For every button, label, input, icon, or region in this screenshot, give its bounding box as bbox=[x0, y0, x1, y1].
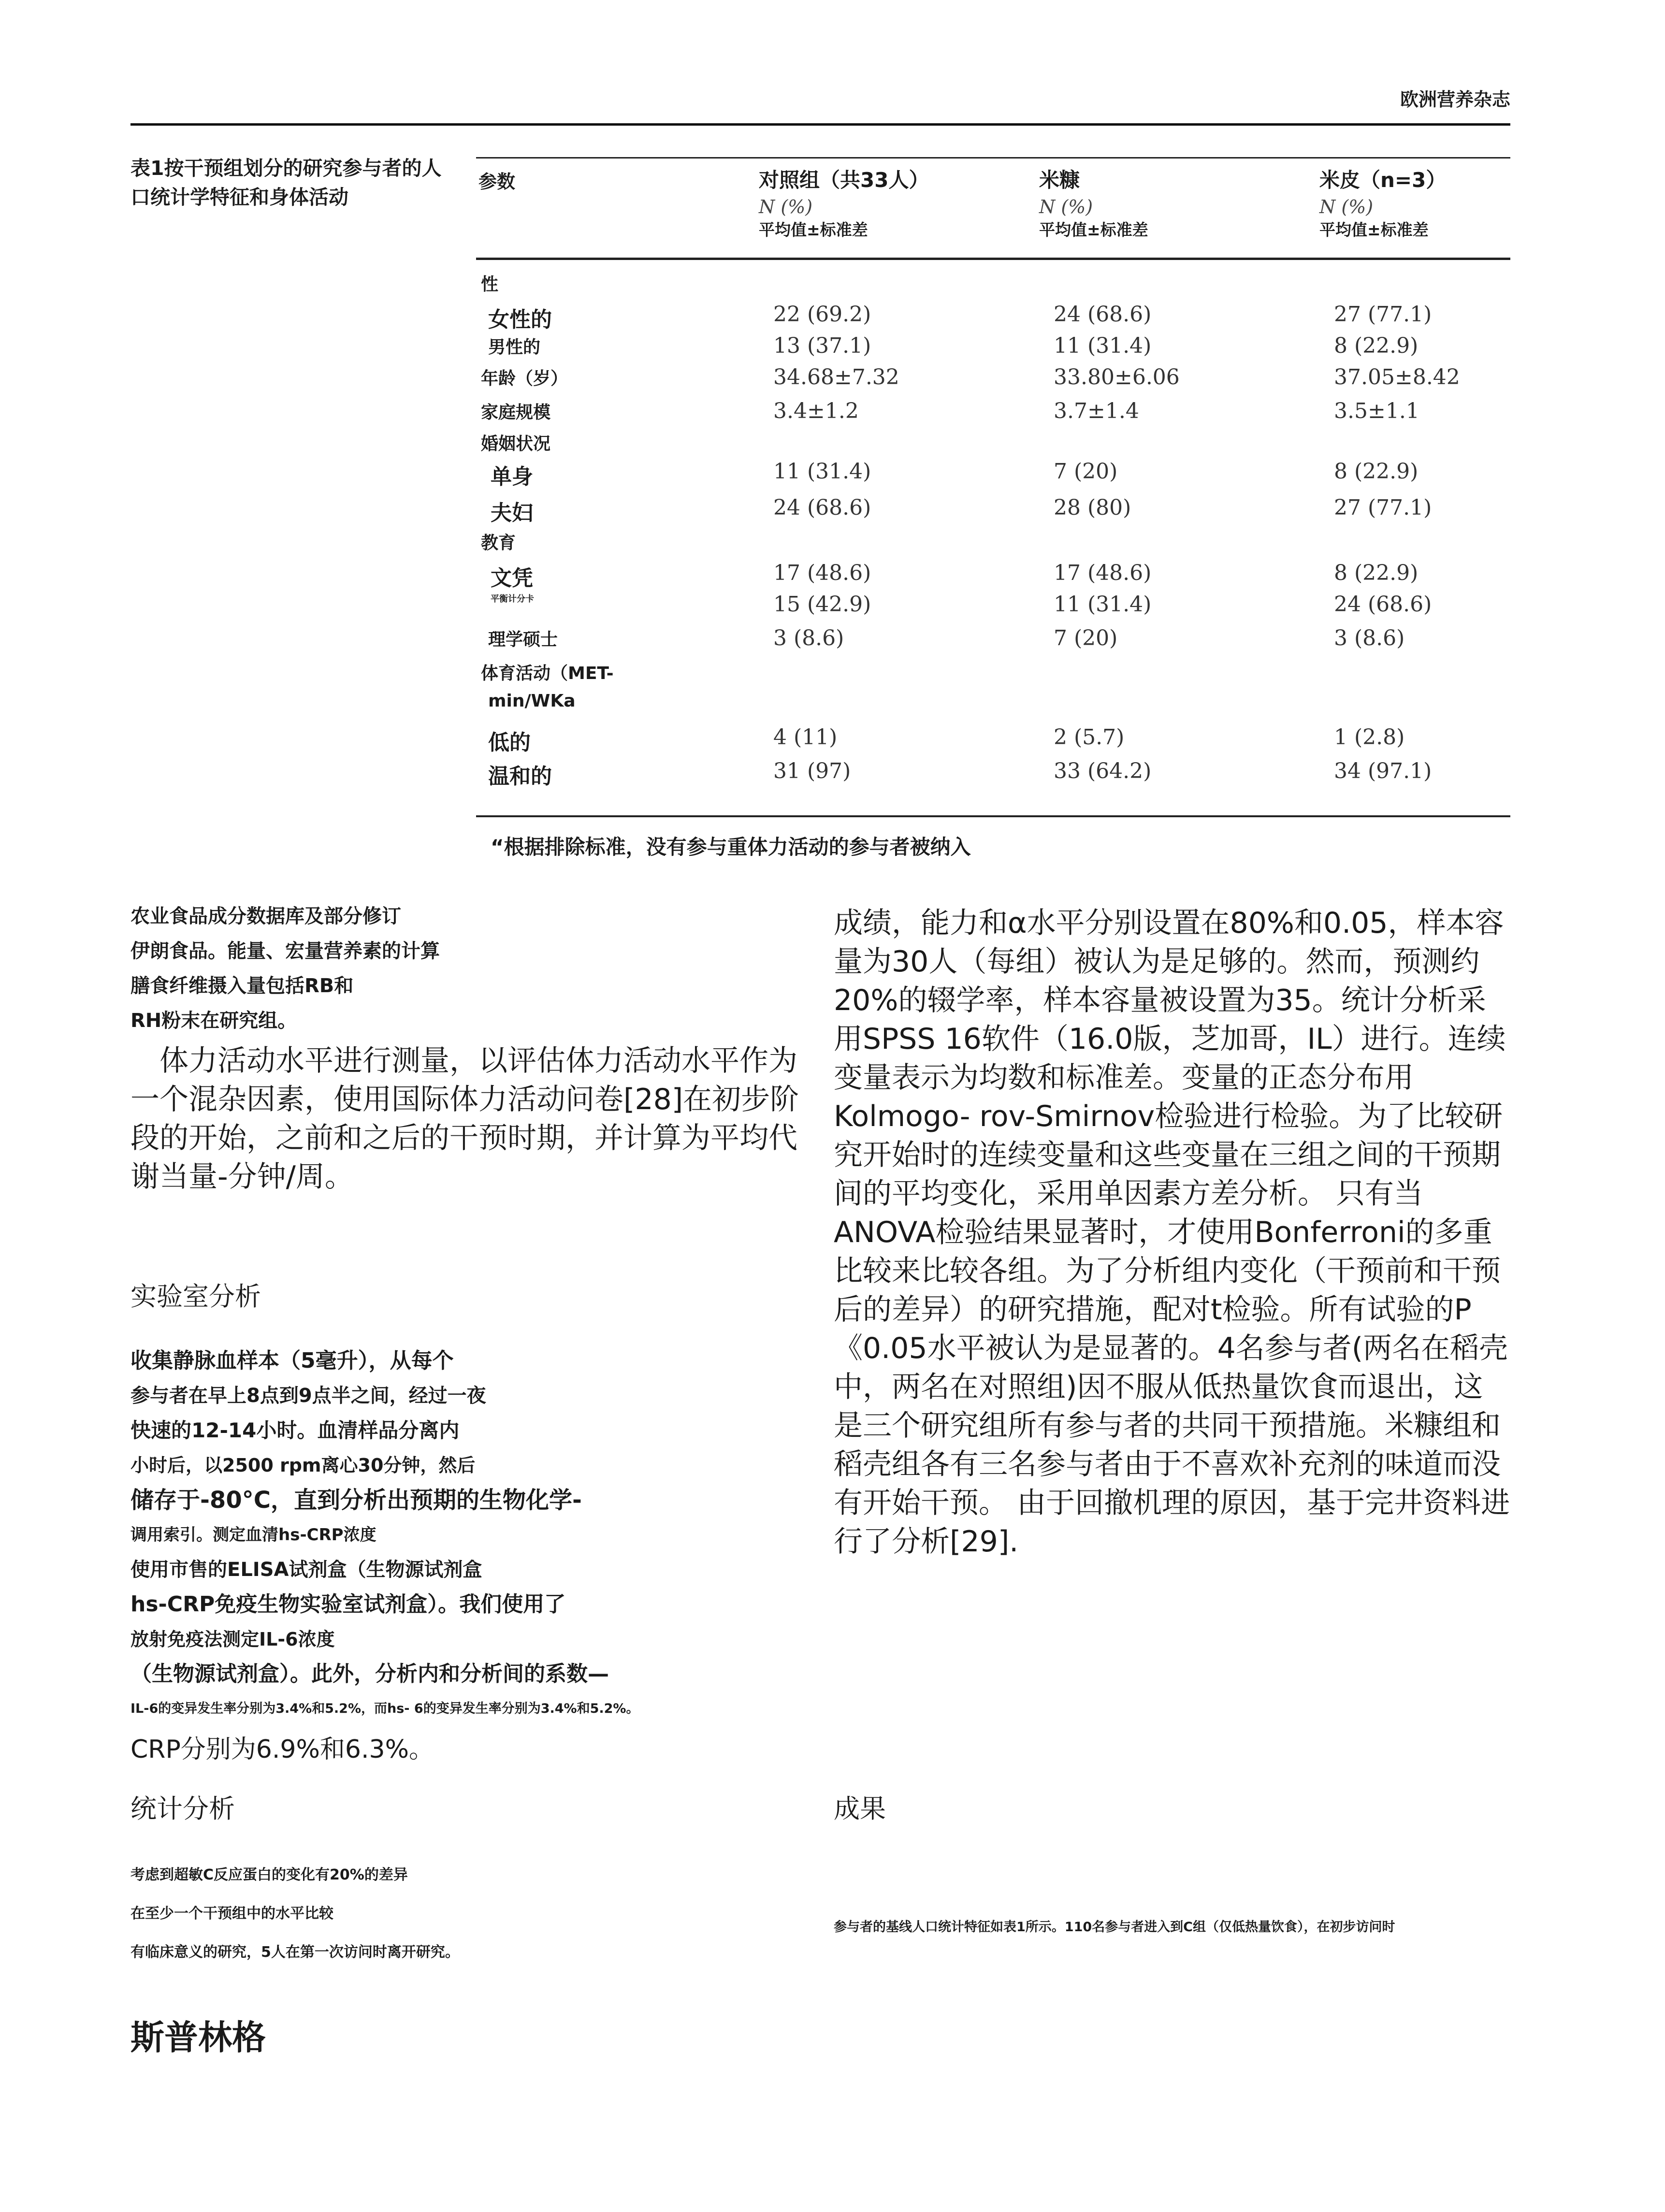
table-row bbox=[476, 333, 1510, 368]
row-label: 婚姻状况 bbox=[481, 434, 551, 454]
cell-value: 24 (68.6) bbox=[1054, 302, 1152, 327]
activity-paragraph: 体力活动水平进行测量，以评估体力活动水平作为一个混杂因素，使用国际体力活动问卷[28]在初步阶段的开始，之前和之后的干预时期，并计算为平均代谢当量-分钟/周。 bbox=[130, 1044, 799, 1194]
cell-value: 13 (37.1) bbox=[773, 333, 871, 358]
text-line: 在至少一个干预组中的水平比较 bbox=[130, 1905, 333, 1922]
cell-value: 7 (20) bbox=[1054, 459, 1118, 484]
cell-value: 8 (22.9) bbox=[1334, 561, 1419, 585]
text-line: 有临床意义的研究，5人在第一次访问时离开研究。 bbox=[130, 1944, 460, 1961]
cell-value: 3.4±1.2 bbox=[773, 399, 859, 423]
cell-value: 11 (31.4) bbox=[1054, 333, 1152, 358]
text-line: 农业食品成分数据库及部分修订 bbox=[130, 905, 401, 927]
row-label: 文凭 bbox=[491, 566, 533, 591]
cell-value: 22 (69.2) bbox=[773, 302, 871, 327]
row-label: 女性的 bbox=[488, 307, 552, 332]
text-line: 考虑到超敏C反应蛋白的变化有20%的差异 bbox=[130, 1866, 408, 1883]
table-row bbox=[476, 302, 1510, 337]
table-row bbox=[476, 691, 1510, 726]
text-line: 快速的12-14小时。血清样品分离内 bbox=[130, 1418, 460, 1442]
table-row bbox=[476, 592, 1510, 627]
cell-value: 3.7±1.4 bbox=[1054, 399, 1139, 423]
row-label: 温和的 bbox=[488, 764, 552, 789]
row-label: 低的 bbox=[488, 730, 531, 755]
row-label: 性 bbox=[481, 275, 499, 294]
row-label: 男性的 bbox=[488, 337, 541, 357]
cell-value: 8 (22.9) bbox=[1334, 333, 1419, 358]
cell-value: 28 (80) bbox=[1054, 495, 1131, 520]
table-top-rule bbox=[476, 157, 1510, 159]
cell-value: 24 (68.6) bbox=[1334, 592, 1432, 617]
table-row bbox=[476, 529, 1510, 564]
row-label: 理学硕士 bbox=[488, 630, 558, 650]
statistics-paragraph: 成绩，能力和α水平分别设置在80%和0.05，样本容量为30人（每组）被认为是足够的。然而，预测约20%的辍学率，样本容量被设置为35。统计分析采用SPSS 16软件（16.0版，芝加哥，IL）进行。连续变量表示为均数和标准差。变量的正态分布用Kolmogo- rov-Smirnov检验进行检验。为了比较研究开始时的连续变量和这些变量在三组之间的干预期间的平均变化，采用单因素方差分析。 只有当ANOVA检验结果显著时，才使用Bonferroni的多重比较来比较各组。为了分析组内变化（干预前和干预后的差异）的研究措施，配对t检验。所有试验的P《0.05水平被认为是显著的。4名参与者(两名在稻壳中，两名在对照组)因不服从低热量饮食而退出，这是三个研究组所有参与者的共同干预措施。米糠组和稻壳组各有三名参与者由于不喜欢补充剂的味道而没有开始干预。 由于回撤机理的原因，基于完井资料进行了分析[29]. bbox=[834, 906, 1510, 1559]
cell-value: 11 (31.4) bbox=[1054, 592, 1152, 617]
group-header-rice-bran: 米糠 N (%) 平均值±标准差 bbox=[1039, 168, 1148, 239]
text-line: 储存于-80°C，直到分析出预期的生物化学- bbox=[130, 1487, 582, 1514]
table-footnote: “根据排除标准，没有参与重体力活动的参与者被纳入 bbox=[491, 835, 971, 859]
stat-analysis-heading: 统计分析 bbox=[130, 1793, 235, 1824]
cell-value: 3 (8.6) bbox=[773, 626, 844, 651]
cell-value: 8 (22.9) bbox=[1334, 459, 1419, 484]
table-row bbox=[476, 399, 1510, 434]
lab-analysis-heading: 实验室分析 bbox=[130, 1281, 261, 1312]
cell-value: 37.05±8.42 bbox=[1334, 365, 1460, 390]
cell-value: 17 (48.6) bbox=[1054, 561, 1152, 585]
intro-text bbox=[130, 899, 807, 1038]
stat-analysis-text bbox=[130, 1856, 807, 1972]
cell-value: 34.68±7.32 bbox=[773, 365, 899, 390]
table-row bbox=[476, 626, 1510, 661]
cell-value: 3.5±1.1 bbox=[1334, 399, 1419, 423]
cell-value: 15 (42.9) bbox=[773, 592, 871, 617]
table-row bbox=[476, 660, 1510, 694]
cell-value: 27 (77.1) bbox=[1334, 495, 1432, 520]
group-header-rice-husk: 米皮（n=3） N (%) 平均值±标准差 bbox=[1319, 168, 1447, 239]
text-line: 调用索引。测定血清hs-CRP浓度 bbox=[130, 1525, 376, 1545]
cell-value: 3 (8.6) bbox=[1334, 626, 1405, 651]
cell-value: 4 (11) bbox=[773, 725, 838, 750]
table-bottom-rule bbox=[476, 815, 1510, 817]
row-label: 年龄（岁） bbox=[481, 369, 568, 389]
text-line: CRP分别为6.9%和6.3%。 bbox=[130, 1735, 434, 1764]
text-line: 伊朗食品。能量、宏量营养素的计算 bbox=[130, 940, 440, 962]
results-text: 参与者的基线人口统计特征如表1所示。110名参与者进入到C组（仅低热量饮食），在初步访问时 bbox=[834, 1920, 1395, 1935]
text-line: hs-CRP免疫生物实验室试剂盒）。我们使用了 bbox=[130, 1592, 566, 1617]
row-label: 单身 bbox=[491, 464, 533, 489]
text-line: 使用市售的ELISA试剂盒（生物源试剂盒 bbox=[130, 1559, 482, 1581]
text-line: （生物源试剂盒）。此外，分析内和分析间的系数— bbox=[130, 1662, 609, 1686]
table-row bbox=[476, 725, 1510, 760]
table-caption: 表1按干预组划分的研究参与者的人口统计学特征和身体活动 bbox=[130, 157, 442, 209]
table-row bbox=[476, 759, 1510, 794]
cell-value: 17 (48.6) bbox=[773, 561, 871, 585]
text-line: RH粉末在研究组。 bbox=[130, 1010, 297, 1032]
journal-name: 欧洲营养杂志 bbox=[1400, 89, 1510, 110]
table-header-rule bbox=[476, 258, 1510, 260]
header-rule bbox=[130, 123, 1510, 126]
table-row bbox=[476, 459, 1510, 494]
cell-value: 1 (2.8) bbox=[1334, 725, 1405, 750]
row-label: 教育 bbox=[481, 533, 516, 553]
cell-value: 11 (31.4) bbox=[773, 459, 871, 484]
cell-value: 24 (68.6) bbox=[773, 495, 871, 520]
text-line: IL-6的变异发生率分别为3.4%和5.2%，而hs- 6的变异发生率分别为3.4%和5.2%。 bbox=[130, 1701, 639, 1716]
table-row bbox=[476, 561, 1510, 595]
cell-value: 34 (97.1) bbox=[1334, 759, 1432, 783]
cell-value: 2 (5.7) bbox=[1054, 725, 1125, 750]
text-line: 收集静脉血样本（5毫升），从每个 bbox=[130, 1348, 454, 1373]
row-label: min/WKa bbox=[488, 691, 576, 711]
param-header: 参数 bbox=[478, 171, 516, 192]
text-line: 参与者在早上8点到9点半之间，经过一夜 bbox=[130, 1385, 486, 1407]
row-label: 体育活动（MET- bbox=[481, 664, 614, 683]
table-row bbox=[476, 495, 1510, 530]
row-label: 夫妇 bbox=[491, 501, 533, 525]
cell-value: 7 (20) bbox=[1054, 626, 1118, 651]
table-row bbox=[476, 365, 1510, 400]
row-label: 平衡计分卡 bbox=[491, 594, 534, 604]
row-label: 家庭规模 bbox=[481, 403, 551, 422]
demographics-table bbox=[476, 152, 1510, 867]
publisher-logo: 斯普林格 bbox=[130, 2018, 266, 2057]
text-line: 小时后，以2500 rpm离心30分钟，然后 bbox=[130, 1455, 476, 1476]
cell-value: 27 (77.1) bbox=[1334, 302, 1432, 327]
table-row bbox=[476, 271, 1510, 305]
results-heading: 成果 bbox=[834, 1793, 886, 1824]
cell-value: 33 (64.2) bbox=[1054, 759, 1152, 783]
text-line: 膳食纤维摄入量包括RB和 bbox=[130, 975, 354, 997]
cell-value: 31 (97) bbox=[773, 759, 851, 783]
group-header-control: 对照组（共33人） N (%) 平均值±标准差 bbox=[759, 168, 929, 239]
cell-value: 33.80±6.06 bbox=[1054, 365, 1180, 390]
text-line: 放射免疫法测定IL-6浓度 bbox=[130, 1629, 335, 1650]
lab-analysis-text bbox=[130, 1344, 807, 1767]
